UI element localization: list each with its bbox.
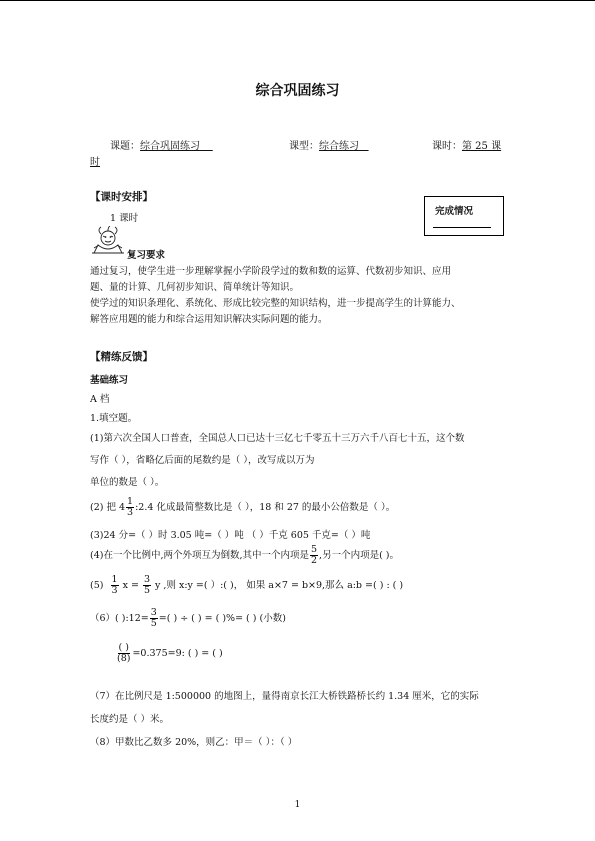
fraction-denominator: 5 bbox=[150, 618, 157, 629]
review-heading: 复习要求 bbox=[127, 250, 166, 261]
q1-7-line-2: 长度约是（ ）米。 bbox=[90, 714, 170, 725]
q1-5-text-mid: x = bbox=[122, 580, 139, 591]
class-hour-label: 课时： bbox=[432, 141, 462, 152]
level-label: A 档 bbox=[90, 394, 110, 405]
q1-6 bbox=[90, 608, 286, 629]
page-number: 1 bbox=[294, 800, 301, 810]
fraction-denominator: 3 bbox=[111, 585, 118, 596]
topic-label: 课题： bbox=[110, 141, 140, 152]
q1-1-line-2: 写作（ ），省略亿后面的尾数约是（ ），改写成以万为 bbox=[90, 455, 315, 466]
fraction-numerator: 3 bbox=[143, 574, 151, 585]
fraction-denominator: 2 bbox=[311, 555, 318, 566]
lesson-type-value: 综合练习 bbox=[319, 141, 359, 152]
fraction-denominator: 3 bbox=[127, 507, 134, 518]
q1-2 bbox=[90, 497, 395, 518]
feedback-heading: 【精练反馈】 bbox=[90, 351, 153, 363]
fraction-numerator: 3 bbox=[150, 607, 157, 618]
page-title: 综合巩固练习 bbox=[255, 83, 340, 99]
class-hour-value-cont: 时 bbox=[90, 157, 100, 168]
q1-1-line-1: (1)第六次全国人口普查，全国总人口已达十三亿七千零五十三万六千八百七十五，这个数 bbox=[90, 433, 465, 444]
review-line-4: 解答应用题的能力和综合运用知识解决实际问题的能力。 bbox=[90, 314, 328, 325]
basic-practice-heading: 基础练习 bbox=[90, 375, 129, 386]
arrangement-heading: 【课时安排】 bbox=[90, 191, 153, 203]
q1-2-text-a: (2) 把 4 bbox=[90, 502, 126, 513]
completion-status-blank bbox=[433, 227, 491, 228]
q1-5-text-a: (5) bbox=[90, 580, 104, 591]
fraction-numerator: 1 bbox=[127, 496, 134, 507]
q1-5-text-b: y ,则 x:y =( ）:( )， 如果 a×7 = b×9,那么 a:b =( ) : ( ) bbox=[155, 580, 404, 591]
lesson-type-label: 课型： bbox=[289, 141, 319, 152]
q1-6-continuation bbox=[115, 643, 223, 664]
student-clipart-icon bbox=[90, 226, 126, 256]
q1-5-fraction-1 bbox=[111, 575, 119, 596]
fraction-denominator: 5 bbox=[143, 585, 151, 596]
class-hour-value: 第 25 课 bbox=[462, 141, 502, 152]
q1-8: （8）甲数比乙数多 20%，则乙：甲＝（ ）：（ ） bbox=[90, 737, 298, 748]
q1-4-text-b: ,另一个内项是( )。 bbox=[319, 550, 399, 561]
q1-6-fraction bbox=[150, 608, 158, 629]
q1-1-line-3: 单位的数是（ ）。 bbox=[90, 477, 165, 488]
lesson-type-field bbox=[289, 137, 369, 152]
fraction-numerator: ( ) bbox=[118, 642, 129, 653]
topic-value: 综合巩固练习 bbox=[140, 141, 200, 152]
q1-2-text-b: :2.4 化成最简整数比是（ ），18 和 27 的最小公倍数是（ ）。 bbox=[135, 502, 396, 513]
topic-field bbox=[110, 137, 213, 152]
q1-5 bbox=[90, 575, 403, 596]
q1-4 bbox=[90, 545, 399, 566]
question-1-title: 1.填空题。 bbox=[90, 413, 138, 424]
q1-4-fraction bbox=[310, 545, 318, 566]
q1-2-fraction bbox=[126, 497, 134, 518]
fraction-denominator: (8) bbox=[117, 653, 131, 664]
review-line-1: 通过复习，使学生进一步理解掌握小学阶段学过的数和数的运算、代数初步知识、应用 bbox=[90, 266, 452, 277]
q1-4-text-a: (4)在一个比例中,两个外项互为倒数,其中一个内项是 bbox=[90, 550, 309, 561]
q1-3: (3)24 分=（ ）时 3.05 吨=（ ）吨 （ ）千克 605 千克=（ ）吨 bbox=[90, 530, 371, 541]
q1-6-text-a: （6）( ):12= bbox=[90, 613, 149, 624]
q1-6-continuation-text: =0.375=9: ( ) = ( ) bbox=[132, 648, 223, 659]
fraction-numerator: 5 bbox=[311, 544, 318, 555]
q1-7-line-1: （7）在比例尺是 1:500000 的地图上，量得南京长江大桥铁路桥长约 1.34 厘米，它的实际 bbox=[90, 691, 479, 702]
class-hour-field bbox=[432, 137, 501, 152]
q1-5-fraction-2 bbox=[143, 575, 151, 596]
completion-status-label: 完成情况 bbox=[435, 206, 474, 217]
class-hours-text: 1 课时 bbox=[110, 213, 139, 224]
review-line-2: 题、量的计算、几何初步知识、简单统计等知识。 bbox=[90, 282, 300, 293]
completion-status-box bbox=[424, 196, 504, 236]
q1-6-blank-fraction bbox=[116, 643, 131, 664]
fraction-numerator: 1 bbox=[111, 574, 118, 585]
q1-6-text-b: =( ) ÷ ( ) = ( )%= ( ) (小数) bbox=[158, 613, 286, 624]
top-rule bbox=[0, 0, 595, 1]
review-line-3: 使学过的知识条理化、系统化、形成比较完整的知识结构，进一步提高学生的计算能力、 bbox=[90, 298, 461, 309]
